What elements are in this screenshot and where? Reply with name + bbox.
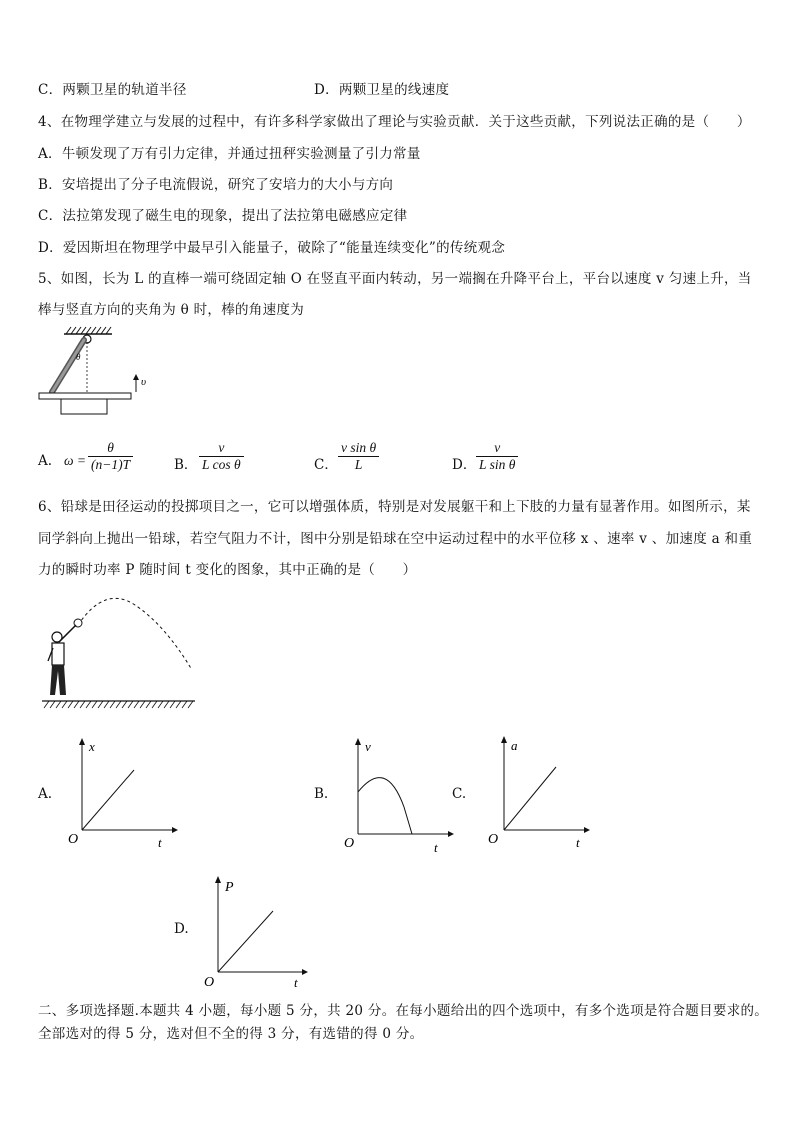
q5-option-a-label: A. [38,453,53,469]
q4-option-b: B．安培提出了分子电流假说，研究了安培力的大小与方向 [38,177,394,193]
q6-graph-d-x-axis-label: t [294,975,298,990]
q6-graph-a-y-axis-label: x [89,739,95,754]
q3-option-c: C．两颗卫星的轨道半径 [38,82,187,98]
q5-option-a-fraction [88,440,133,473]
q6-graph-d-origin: O [204,975,215,990]
q6-graph-b-label: B. [314,786,329,802]
q5-option-d-den: L sin θ [476,456,518,473]
q6-graph-c-label: C. [452,786,467,802]
q6-shot-put-figure [40,595,200,715]
section2-line1: 二、多项选择题.本题共 4 小题，每小题 5 分，共 20 分。在每小题给出的四个选项中，有多个选项是符合题目要求的。 [38,1003,769,1019]
q6-graph-d-label: D. [174,921,189,937]
q5-option-a-den: (n−1)T [88,456,133,473]
q6-graph-d-y-axis-label: P [225,880,234,895]
section2-line2: 全部选对的得 5 分，选对但不全的得 3 分，有选错的得 0 分。 [38,1026,424,1042]
q6-graph-b-y-axis-label: v [365,739,371,754]
q5-option-b-den: L cos θ [199,456,244,473]
q5-theta-label: θ [76,352,81,362]
q6-graph-c-y-axis-label: a [511,738,518,753]
q5-option-c-label: C． [314,457,338,473]
q6-graph-d-line [218,911,273,972]
q6-graph-c-line [504,767,556,830]
q6-graph-a-line [82,770,134,830]
q6-graph-b [338,735,458,855]
q5-option-b-num: v [218,440,225,455]
q5-option-b-label: B． [174,457,198,473]
q5-option-a-lhs: ω = [64,453,87,468]
q4-option-c: C．法拉第发现了磁生电的现象，提出了法拉第电磁感应定律 [38,208,408,224]
q6-graph-a-label: A. [38,786,53,802]
q6-stem-line3: 力的瞬时功率 P 随时间 t 变化的图象，其中正确的是（ ） [38,562,417,578]
q5-option-c-den: L [338,456,379,473]
q5-rod-platform-figure [36,322,158,422]
q6-graph-a [62,735,182,850]
q6-stem-line2: 同学斜向上抛出一铅球，若空气阻力不计，图中分别是铅球在空中运动过程中的水平位移 x 、速率 v 、加速度 a 和重 [38,531,753,547]
q5-option-a-num: θ [107,440,114,455]
q5-option-c-fraction [338,440,379,473]
q6-graph-b-curve [358,778,412,834]
q4-option-d: D．爱因斯坦在物理学中最早引入能量子，破除了“能量连续变化”的传统观念 [38,240,506,256]
q6-graph-a-origin: O [68,832,79,847]
q5-stem-line2: 棒与竖直方向的夹角为 θ 时，棒的角速度为 [38,302,305,318]
q6-graph-c-x-axis-label: t [576,835,580,850]
q6-graph-b-x-axis-label: t [434,840,438,855]
q5-option-d-num: v [494,440,501,455]
q4-option-a: A．牛顿发现了万有引力定律，并通过扭秤实验测量了引力常量 [38,146,421,162]
q5-option-d-label: D． [452,457,477,473]
q6-graph-b-origin: O [344,836,355,851]
q3-option-d: D．两颗卫星的线速度 [314,82,450,98]
q5-option-c-num: v sin θ [341,440,377,455]
q6-graph-a-x-axis-label: t [158,835,162,850]
q6-graph-c-origin: O [488,832,499,847]
q6-graph-c [484,733,594,851]
q5-option-b-fraction [199,440,244,473]
q5-v-label: υ [141,376,147,388]
q6-stem-line1: 6、铅球是田径运动的投掷项目之一，它可以增强体质，特别是对发展躯干和上下肢的力量有显著作用。如图所示，某 [38,499,751,515]
q5-option-d-fraction [476,440,518,473]
q5-stem-line1: 5、如图，长为 L 的直棒一端可绕固定轴 O 在竖直平面内转动，另一端搁在升降平台上，平台以速度 v 匀速上升，当 [38,271,752,287]
q4-stem: 4、在物理学建立与发展的过程中，有许多科学家做出了理论与实验贡献．关于这些贡献，下列说法正确的是（ ） [38,114,751,130]
q6-graph-d [198,873,318,991]
